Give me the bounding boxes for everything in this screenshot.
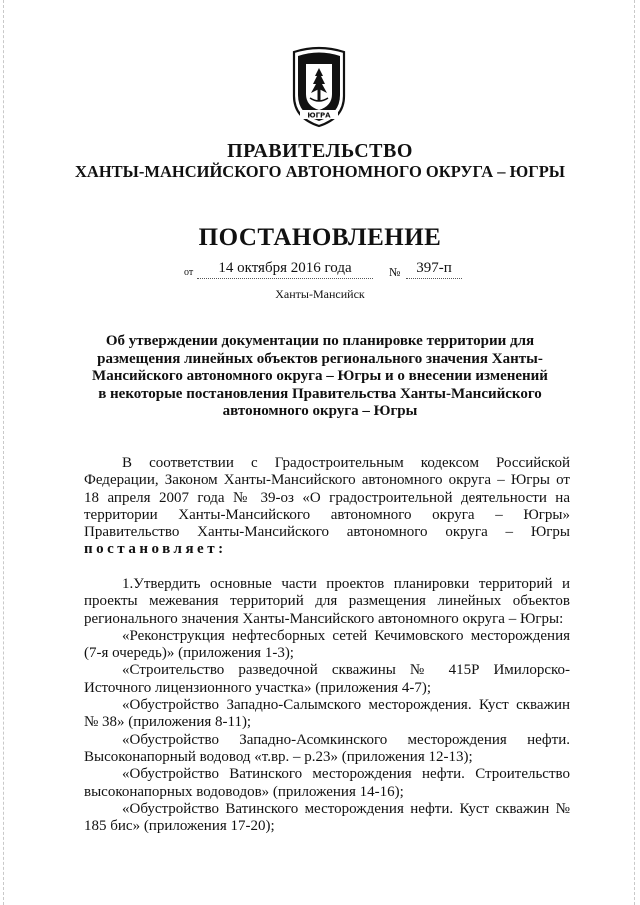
number-prefix: №: [389, 265, 401, 279]
svg-text:ЮГРА: ЮГРА: [307, 111, 331, 120]
region-title: ХАНТЫ-МАНСИЙСКОГО АВТОНОМНОГО ОКРУГА – ЮГРЫ: [75, 162, 565, 181]
list-item: 1.Утвердить основные части проектов планировки территорий и проекты межевания территорий для размещения линейных объектов регионального значения Ханты-Мансийского автономного округа – Югры:: [84, 576, 570, 627]
government-title: ПРАВИТЕЛЬСТВО: [227, 140, 413, 162]
list-item: «Реконструкция нефтесборных сетей Кечимовского месторождения (7-я очередь)» (приложения 1-3);: [84, 627, 570, 662]
list-item: «Обустройство Западно-Асомкинского месторождения нефти. Высоконапорный водовод «т.вр. – р.23» (приложения 12-13);: [84, 731, 570, 765]
date-number-row: [184, 260, 464, 282]
list-item: «Строительство разведочной скважины № 415Р Имилорско-Источного лицензионного участка» (приложения 4-7);: [84, 662, 570, 696]
scan-edge-right: [634, 0, 635, 905]
document-city: Ханты-Мансийск: [275, 287, 365, 301]
preamble-text: В соответствии с Градостроительным кодексом Российской Федерации, Законом Ханты-Мансийского автономного округа – Югры от 18 апреля 2007 года № 39-оз «О градостроительной деятельности на территории Ханты-Мансийского автономного округа – Югры» Правительство Ханты-Мансийского автономного округа – Югры: [84, 455, 570, 541]
scan-edge-left: [3, 0, 4, 905]
list-item: «Обустройство Ватинского месторождения нефти. Куст скважин № 185 бис» (приложения 17-20);: [84, 800, 570, 835]
decree-word: постановляет:: [84, 541, 227, 558]
list-item: «Обустройство Западно-Салымского месторождения. Куст скважин № 38» (приложения 8-11);: [84, 697, 570, 731]
coat-of-arms-icon: [286, 46, 352, 130]
document-subject: Об утверждении документации по планировке территории для размещения линейных объектов регионального значения Ханты-Мансийского автономного округа – Югры и о внесении изменений в некоторые постановления Правительства Ханты-Мансийского автономного округа – Югры: [92, 333, 548, 419]
document-type: ПОСТАНОВЛЕНИЕ: [198, 224, 442, 251]
document-date: 14 октября 2016 года: [197, 260, 373, 279]
date-prefix: от: [184, 267, 194, 278]
preamble-paragraph: [84, 455, 570, 559]
list-item: «Обустройство Ватинского месторождения нефти. Строительство высоконапорных водоводов» (приложения 14-16);: [84, 766, 570, 800]
items-list: [84, 576, 570, 835]
document-number: 397-п: [406, 260, 462, 279]
